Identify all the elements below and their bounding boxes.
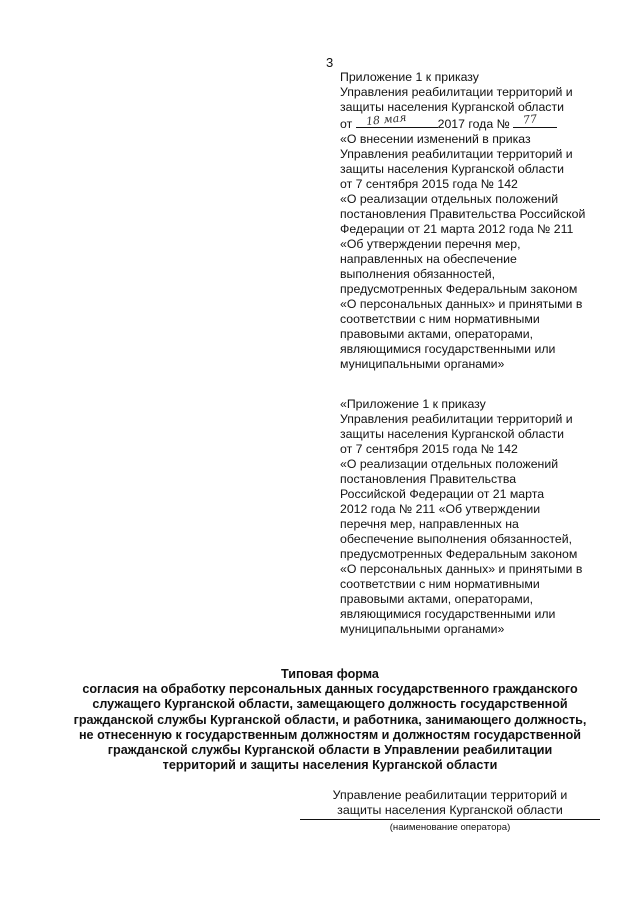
text-line: обеспечение выполнения обязанностей, — [340, 532, 573, 546]
page-number: 3 — [326, 55, 334, 70]
text-line: Российской Федерации от 21 марта — [340, 487, 545, 501]
text-line: согласия на обработку персональных данных государственного гражданского — [82, 682, 578, 697]
form-subtitle — [60, 682, 600, 773]
date-year: 2017 года № — [437, 117, 510, 131]
operator-underline — [300, 819, 600, 820]
text-line: «О внесении изменений в приказ — [340, 132, 531, 146]
text-line: защиты населения Курганской области — [340, 427, 564, 441]
text-line: соответствии с ним нормативными — [340, 577, 540, 591]
text-line: «О реализации отдельных положений — [340, 457, 559, 471]
order-date-line — [340, 110, 602, 132]
text-line: «Приложение 1 к приказу — [340, 397, 486, 411]
header-line: Управления реабилитации территорий и — [340, 85, 573, 99]
text-line: «Об утверждении перечня мер, — [340, 237, 521, 251]
order-header-block — [340, 70, 602, 372]
text-line: являющимися государственными или — [340, 342, 556, 356]
date-prefix: от — [340, 117, 353, 131]
text-line: постановления Правительства — [340, 472, 517, 486]
text-line: направленных на обеспечение — [340, 252, 517, 266]
text-line: гражданской службы Курганской области в Управлении реабилитации — [107, 743, 553, 758]
text-line: не отнесенную к государственным должностям и должностям государственной — [78, 727, 582, 742]
operator-name-line: защиты населения Курганской области — [337, 803, 563, 817]
header-line: Приложение 1 к приказу — [340, 70, 479, 84]
text-line: служащего Курганской области, замещающего должность государственной — [92, 697, 568, 712]
text-line: правовыми актами, операторами, — [340, 592, 534, 606]
text-line: защиты населения Курганской области — [340, 162, 564, 176]
text-line: 2012 года № 211 «Об утверждении — [340, 502, 541, 516]
text-line: являющимися государственными или — [340, 607, 556, 621]
text-line: перечня мер, направленных на — [340, 517, 519, 531]
text-line: Федерации от 21 марта 2012 года № 211 — [340, 222, 574, 236]
text-line: соответствии с ним нормативными — [340, 312, 540, 326]
text-line: муниципальными органами» — [340, 622, 505, 636]
order-title-lines — [340, 132, 602, 372]
text-line: муниципальными органами» — [340, 357, 505, 371]
operator-name-block — [300, 788, 600, 834]
handwritten-date: 18 мая — [365, 110, 407, 129]
text-line: предусмотренных Федеральным законом — [340, 282, 578, 296]
operator-name-line: Управление реабилитации территорий и — [332, 788, 568, 802]
operator-caption: (наименование оператора) — [389, 822, 511, 833]
appendix-header-block — [340, 397, 602, 637]
text-line: от 7 сентября 2015 года № 142 — [340, 177, 518, 191]
text-line: Управления реабилитации территорий и — [340, 147, 573, 161]
text-line: территорий и защиты населения Курганской области — [162, 758, 498, 773]
number-fill-line — [513, 112, 557, 128]
form-heading: Типовая форма — [281, 667, 379, 681]
text-line: гражданской службы Курганской области, и работника, занимающего должность, — [73, 712, 587, 727]
text-line: выполнения обязанностей, — [340, 267, 496, 281]
text-line: Управления реабилитации территорий и — [340, 412, 573, 426]
text-line: «О персональных данных» и принятыми в — [340, 297, 583, 311]
text-line: «О персональных данных» и принятыми в — [340, 562, 583, 576]
handwritten-number: 77 — [522, 112, 538, 127]
text-line: предусмотренных Федеральным законом — [340, 547, 578, 561]
text-line: от 7 сентября 2015 года № 142 — [340, 442, 518, 456]
text-line: постановления Правительства Российской — [340, 207, 586, 221]
text-line: «О реализации отдельных положений — [340, 192, 559, 206]
form-title — [60, 667, 600, 773]
date-fill-line — [356, 110, 438, 129]
text-line: правовыми актами, операторами, — [340, 327, 534, 341]
header-line: защиты населения Курганской области — [340, 100, 564, 114]
